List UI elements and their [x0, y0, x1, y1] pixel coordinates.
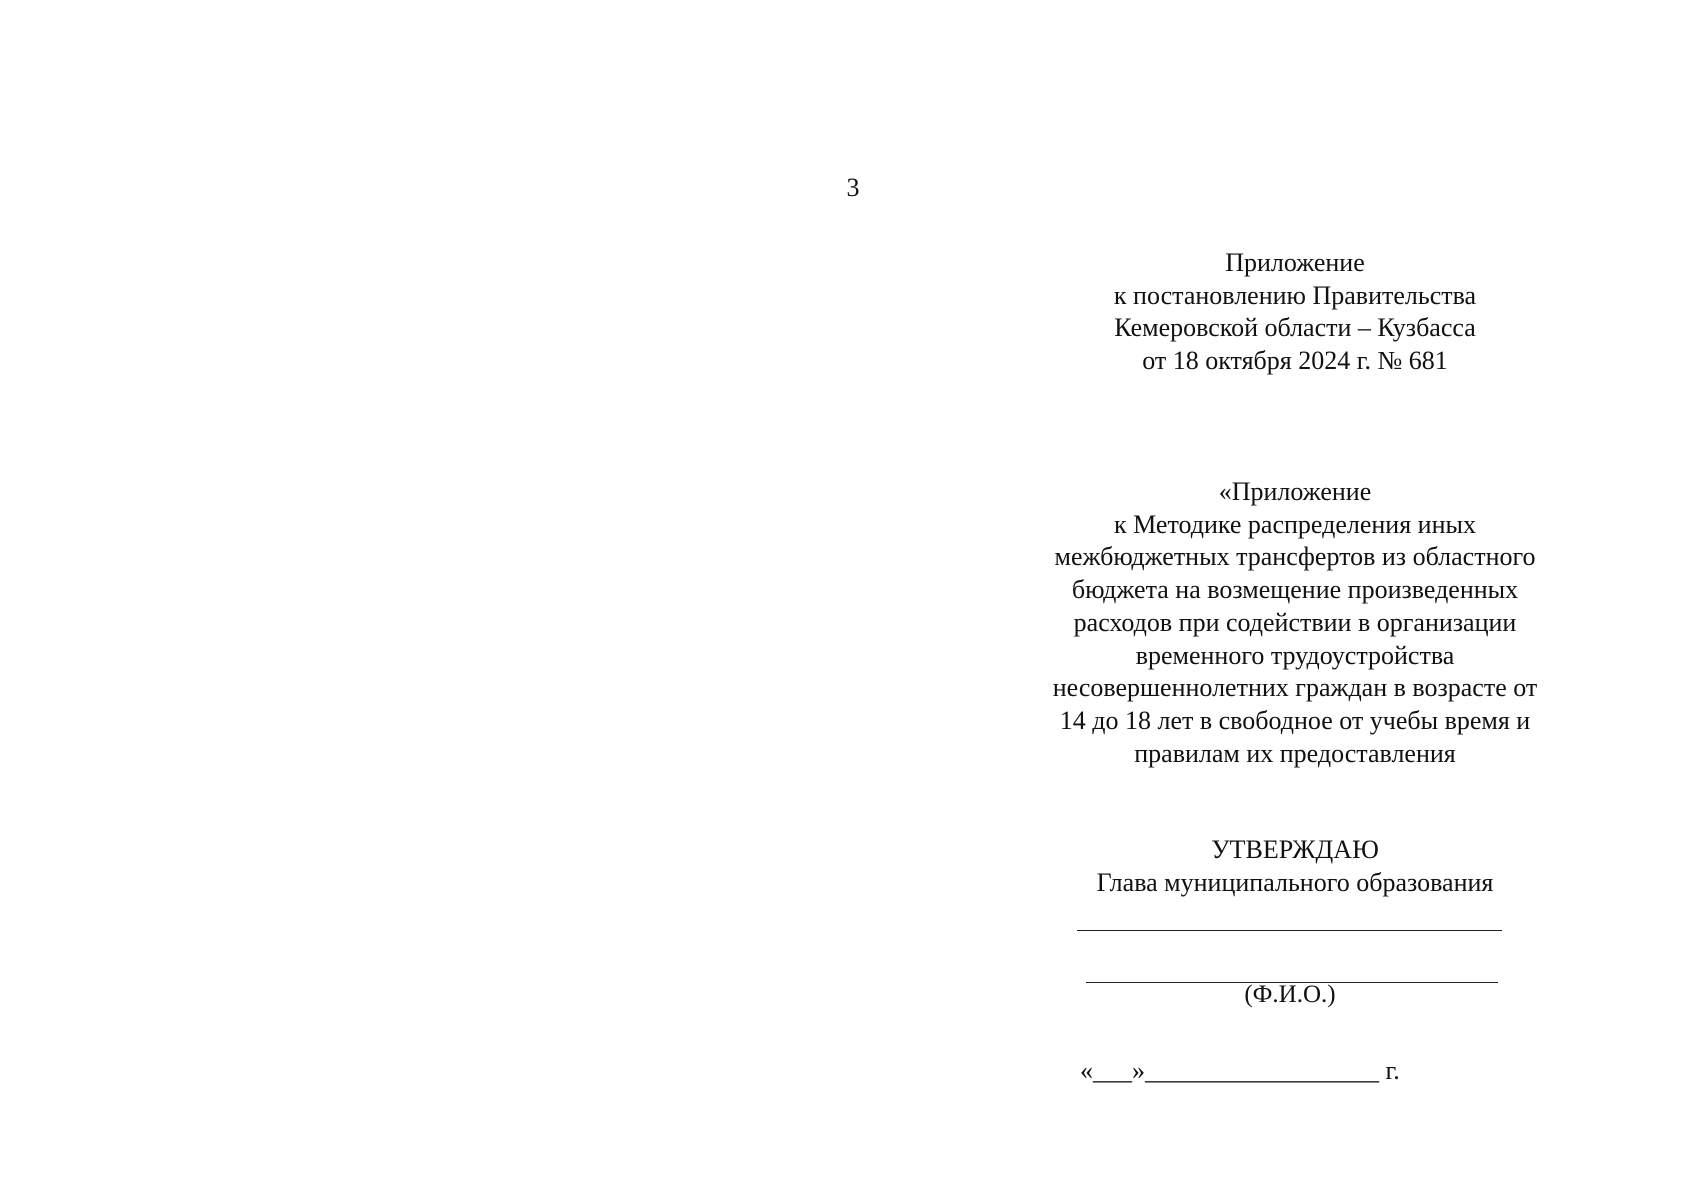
- appendix-header-line: к постановлению Правительства: [1113, 280, 1477, 310]
- methodology-header-line: межбюджетных трансфертов из областного: [1054, 542, 1536, 572]
- appendix-header-line: Кемеровской области – Кузбасса: [1114, 313, 1476, 343]
- methodology-header-line: к Методике распределения иных: [1114, 509, 1476, 539]
- appendix-header-line: от 18 октября 2024 г. № 681: [1142, 346, 1448, 376]
- methodology-header-line: несовершеннолетних граждан в возрасте от: [1052, 673, 1538, 703]
- appendix-header-line: Приложение: [1225, 248, 1365, 277]
- methodology-header-line: 14 до 18 лет в свободное от учебы время и: [1059, 705, 1531, 735]
- methodology-header-line: правилам их предоставления: [1134, 738, 1456, 768]
- signature-caption: (Ф.И.О.): [1244, 981, 1336, 1008]
- methodology-appendix-header: [1010, 476, 1580, 770]
- methodology-header-line: расходов при содействии в организации: [1073, 607, 1517, 637]
- methodology-header-line: временного трудоустройства: [1135, 640, 1455, 670]
- signature-line: [1077, 930, 1502, 931]
- approval-block: [1010, 834, 1580, 899]
- appendix-header: [1010, 247, 1580, 378]
- methodology-header-line: «Приложение: [1218, 477, 1372, 506]
- date-line: «___»__________________ г.: [1080, 1056, 1400, 1085]
- methodology-header-line: бюджета на возмещение произведенных: [1071, 575, 1519, 605]
- page-number: 3: [846, 173, 860, 202]
- approval-title: УТВЕРЖДАЮ: [1211, 835, 1379, 864]
- approval-position: Глава муниципального образования: [1096, 867, 1494, 897]
